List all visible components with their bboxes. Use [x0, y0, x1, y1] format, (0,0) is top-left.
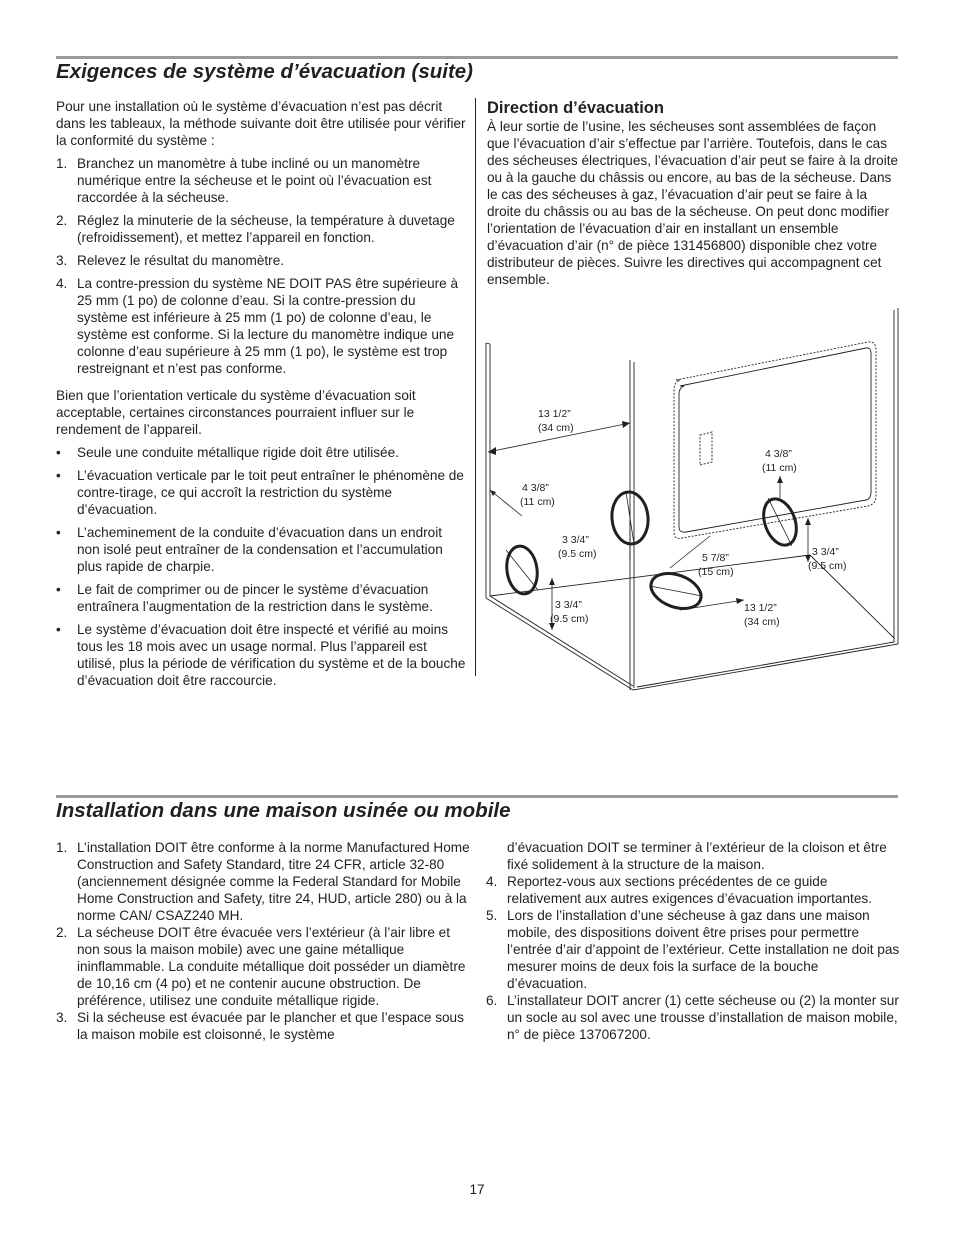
list-item: • L’évacuation verticale par le toit peut entraîner le phénomène de contre-tirage, ce qui accroît la restriction du système d’évacuation. [56, 468, 464, 517]
section-title-mobile-home: Installation dans une maison usinée ou mobile [56, 799, 511, 822]
dim-label-7a: 3 3/4” [555, 599, 582, 611]
list-item: 2. Réglez la minuterie de la sécheuse, la température à duvetage (refroidissement), et mettez l’appareil en fonction. [56, 213, 455, 245]
vent-openings [504, 491, 802, 615]
section-rule-bottom [56, 795, 898, 798]
dim-label-6a: 3 3/4” [812, 546, 839, 558]
access-panel-dashed [674, 342, 876, 539]
intro-paragraph: Pour une installation où le système d’évacuation n’est pas décrit dans les tableaux, la méthode suivante doit être utilisée pour vérifier la conformité du système : [56, 99, 466, 148]
list-item: 5. Lors de l’installation d’une sécheuse à gaz dans une maison mobile, des dispositions doivent être prises pour permettre l’entrée d’air d’appoint de l’extérieur. Cette installation ne doit pas mesurer moins de deux fois la surface de la bouche d’évacuation. [486, 908, 900, 991]
left-column-exhaust [56, 98, 468, 689]
section-title-exhaust: Exigences de système d’évacuation (suite) [56, 60, 473, 83]
right-column-mobile [486, 839, 900, 1043]
list-item: 4. Reportez-vous aux sections précédentes de ce guide relativement aux autres exigences d’évacuation importantes. [486, 874, 872, 906]
list-item: • Le système d’évacuation doit être inspecté et vérifié au moins tous les 18 mois avec un usage normal. Plus l’appareil est utilisé, plus la période de vérification du système et de la bouche d’évacuation doit être raccourcie. [56, 622, 466, 688]
exhaust-direction-diagram [480, 300, 900, 700]
list-item: 6. L’installateur DOIT ancrer (1) cette sécheuse ou (2) la monter sur un socle au sol avec une trousse d’installation de maison mobile, n° de pièce 137067200. [486, 993, 899, 1042]
section-rule-top [56, 56, 898, 59]
direction-subheading: Direction d’évacuation [487, 99, 664, 117]
dim-label-2a: 4 3/8” [522, 482, 549, 494]
dim-label-4b: (9.5 cm) [558, 548, 597, 560]
dim-label-5a: 5 7/8” [702, 552, 729, 564]
column-divider [475, 98, 476, 676]
dim-label-3a: 4 3/8” [765, 448, 792, 460]
list-item: • Le fait de comprimer ou de pincer le système d’évacuation entraînera l’augmentation de la restriction dans le système. [56, 582, 433, 614]
page-number: 17 [469, 1182, 485, 1197]
list-item: 4. La contre-pression du système NE DOIT PAS être supérieure à 25 mm (1 po) de colonne d’eau. Si la contre-pression du système est inférieure à 25 mm (1 po) de colonne d’eau, le système est conforme. Si la lecture du manomètre indique une colonne d’eau supérieure à 25 mm (1 po), le système est trop restreignant et n’est pas conforme. [56, 276, 459, 376]
mobile-steps-right [486, 873, 900, 1043]
steps-list [56, 155, 468, 377]
item3-continuation: d’évacuation DOIT se terminer à l’extérieur de la cloison et être fixé solidement à la structure de la maison. [507, 840, 887, 872]
dim-label-7b: (9.5 cm) [550, 613, 589, 625]
list-item: • L’acheminement de la conduite d’évacuation dans un endroit non isolé peut entraîner de la condensation et l’accumulation plus rapide de charpie. [56, 525, 443, 574]
dim-label-4a: 3 3/4” [562, 534, 589, 546]
dim-label-1a: 13 1/2” [538, 408, 571, 420]
dim-label-8a: 13 1/2” [744, 602, 777, 614]
left-column-mobile [56, 839, 470, 1043]
direction-paragraph: À leur sortie de l’usine, les sécheuses sont assemblées de façon que l’évacuation d’air s’effectue par l’arrière. Toutefois, dans le cas des sécheuses électriques, l’évacuation d’air peut se faire à la droite ou à la gauche du châssis ou encore, au bas de la sécheuse. Dans le cas des sécheuses à gaz, l’évacuation d’air peut se faire à la droite du châssis ou au bas de la sécheuse. On peut donc modifier l’orientation de l’évacuation d’air en installant un ensemble d’évacuation d’air (n° de pièce 131456800) disponible chez votre distributeur de pièces. Suivre les directives qui accompagnent cet ensemble. [487, 119, 899, 287]
list-item: 1. L’installation DOIT être conforme à la norme Manufactured Home Construction and Safety Standard, titre 24 CFR, article 32-80 (anciennement désignée comme la Federal Standard for Mobile Home Construction and Safety, titre 24, HUD, article 280) ou à la norme CAN/ CSAZ240 MH. [56, 840, 470, 923]
list-item: 2. La sécheuse DOIT être évacuée vers l’extérieur (à l’air libre et non sous la maison mobile) avec une gaine métallique ininflammable. La conduite métallique doit posséder un diamètre de 10,16 cm (4 po) et ne contenir aucune obstruction. De préférence, utilisez une conduite métallique rigide. [56, 925, 466, 1008]
list-item: 3. Si la sécheuse est évacuée par le plancher et que l’espace sous la maison mobile est cloisonné, le système [56, 1010, 464, 1042]
dim-label-6b: (9.5 cm) [808, 560, 847, 572]
right-column-direction [487, 98, 900, 288]
dim-label-5b: (15 cm) [698, 566, 734, 578]
mobile-steps-left [56, 839, 470, 1043]
list-item: • Seule une conduite métallique rigide doit être utilisée. [56, 445, 399, 460]
orientation-paragraph: Bien que l’orientation verticale du système d’évacuation soit acceptable, certaines circonstances pourraient influer sur le rendement de l’appareil. [56, 388, 416, 437]
bullet-list [56, 444, 468, 689]
dim-label-2b: (11 cm) [520, 496, 555, 508]
dim-label-8b: (34 cm) [744, 616, 780, 628]
dimension-arrows [488, 421, 811, 630]
list-item: 1. Branchez un manomètre à tube incliné ou un manomètre numérique entre la sécheuse et le point où l’évacuation est raccordée à la sécheuse. [56, 156, 432, 205]
list-item: 3. Relevez le résultat du manomètre. [56, 253, 285, 268]
dim-label-3b: (11 cm) [762, 462, 797, 474]
dim-label-1b: (34 cm) [538, 422, 574, 434]
